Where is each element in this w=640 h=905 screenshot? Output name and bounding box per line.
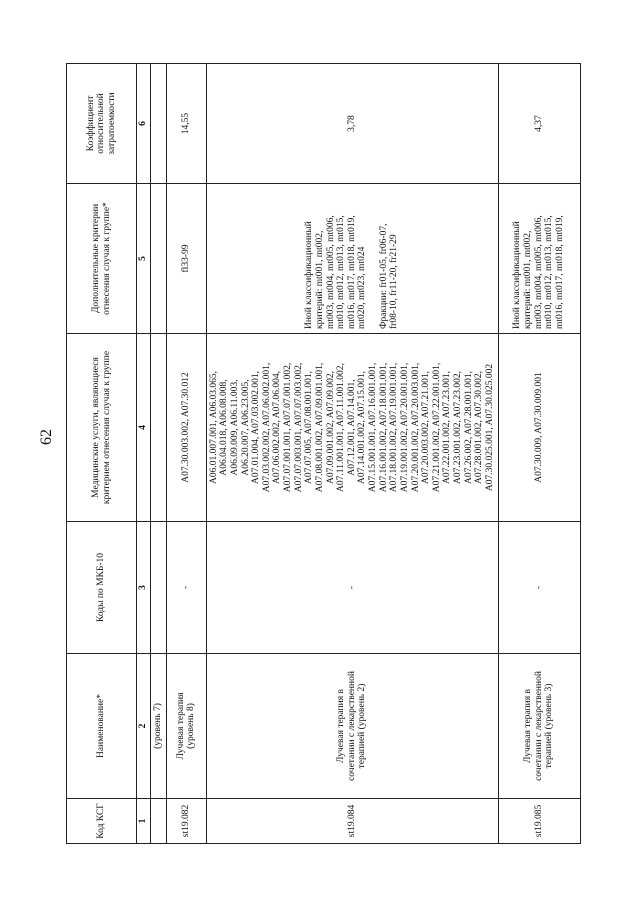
header-coef: Коэффициент относительной затратоемкости: [67, 64, 137, 184]
cell-coef: 14,55: [166, 64, 206, 184]
table-header-row: [67, 64, 137, 844]
header-number: 2: [137, 654, 151, 799]
cell-services: A07.30.003.002, A07.30.012: [166, 334, 206, 522]
header-name: Наименование*: [67, 654, 137, 799]
cell-coef: 3,78: [206, 64, 498, 184]
cell-name: Лучевая терапия в сочетании с лекарственной терапией (уровень 3): [498, 654, 580, 799]
cell-services: [150, 334, 166, 522]
table-row: [166, 64, 206, 844]
header-mkb: Коды по МКБ-10: [67, 522, 137, 654]
cell-coef: [150, 64, 166, 184]
cell-mkb: -: [498, 522, 580, 654]
cell-additional: Иной классификационный критерий: mt001, mt002, mt003, mt004, mt005, mt006, mt010, mt012, mt013, mt015, mt016, mt017, mt018, mt019, mt020, mt023, mt024 Фракции: fr01-05, fr06-07, fr08-10, fr11-20, fr21-29: [206, 184, 498, 334]
cell-coef: 4,37: [498, 64, 580, 184]
header-number: 6: [137, 64, 151, 184]
cell-name: (уровень 7): [150, 654, 166, 799]
cell-mkb: -: [206, 522, 498, 654]
cell-code: st19.084: [206, 799, 498, 844]
rotated-page-content: [66, 64, 571, 844]
cell-code: [150, 799, 166, 844]
cell-code: st19.085: [498, 799, 580, 844]
table-row: [498, 64, 580, 844]
cell-services: A07.30.009, A07.30.009.001: [498, 334, 580, 522]
cell-additional: Иной классификационный критерий: mt001, mt002, mt003, mt004, mt005, mt006, mt010, mt012, mt013, mt015, mt016, mt017, mt018, mt019,: [498, 184, 580, 334]
ksg-table: [66, 63, 581, 844]
table-row: [150, 64, 166, 844]
header-code: Код КСГ: [67, 799, 137, 844]
cell-mkb: [150, 522, 166, 654]
cell-name: Лучевая терапия (уровень 8): [166, 654, 206, 799]
header-services: Медицинские услуги, являющиеся критерием отнесения случая к группе: [67, 334, 137, 522]
cell-mkb: -: [166, 522, 206, 654]
cell-additional: fl33-99: [166, 184, 206, 334]
header-number: 1: [137, 799, 151, 844]
cell-code: st19.082: [166, 799, 206, 844]
cell-services: A06.01.007.001, A06.03.065, A06.04.018, A06.08.008, A06.09.009, A06.11.003, A06.20.007, A06.23.005, A07.01.004, A07.03.002.001, A07.03.002.002, A07.06.002.001, A07.06.002.002, A07.06.004, A07.07.001.001, A07.07.001.002, A07.07.003.001, A07.07.003.002, A07.07.005, A07.08.001.001, A07.08.001.002, A07.09.001.001, A07.09.001.002, A07.09.002, A07.11.001.001, A07.11.001.002, A07.12.001, A07.14.001, A07.14.001.002, A07.15.001, A07.15.001.001, A07.16.001.001, A07.16.001.002, A07.18.001.001, A07.18.001.002, A07.19.001.001, A07.19.001.002, A07.20.001.001, A07.20.001.002, A07.20.003.001, A07.20.003.002, A07.21.001, A07.21.001.002, A07.22.001.001, A07.22.001.002, A07.23.001, A07.23.001.002, A07.23.002, A07.26.002, A07.28.001.001, A07.28.001.002, A07.30.002, A07.30.025.001, A07.30.025.002: [206, 334, 498, 522]
header-number: 4: [137, 334, 151, 522]
header-number: 5: [137, 184, 151, 334]
header-number-row: [137, 64, 151, 844]
header-additional: Дополнительные критерии отнесения случая к группе*: [67, 184, 137, 334]
cell-name: Лучевая терапия в сочетании с лекарственной терапией (уровень 2): [206, 654, 498, 799]
table-row: [206, 64, 498, 844]
header-number: 3: [137, 522, 151, 654]
page-number: 62: [38, 429, 55, 445]
cell-additional: [150, 184, 166, 334]
